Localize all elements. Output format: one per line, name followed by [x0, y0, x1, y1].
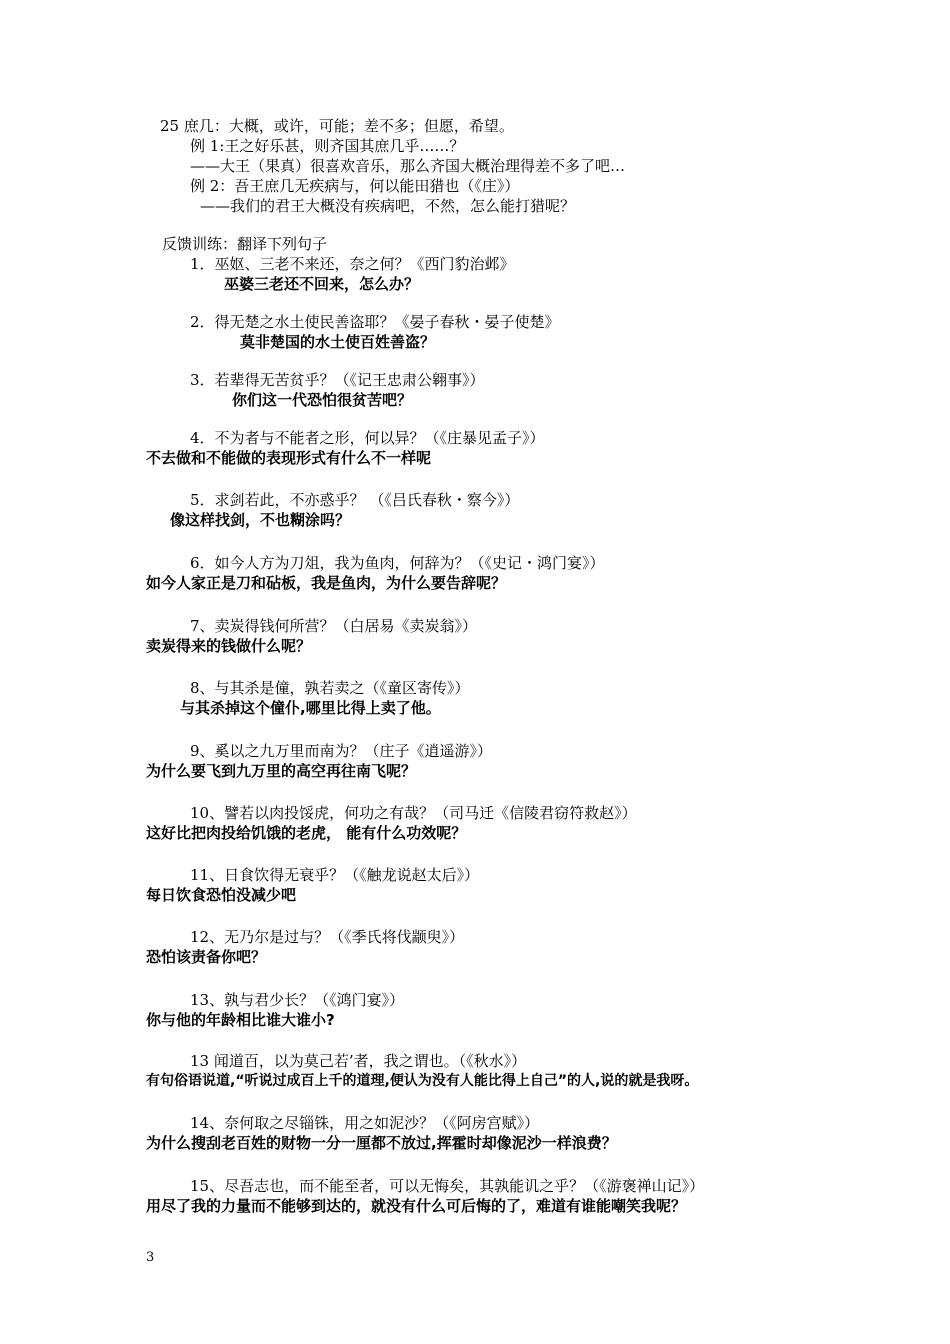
- question-1: 1．巫妪、三老不来还，奈之何？《西门豹治邺》: [190, 255, 515, 273]
- answer-8: 与其杀掉这个僮仆,哪里比得上卖了他。: [180, 699, 441, 717]
- entry-example-1: 例 1:王之好乐甚，则齐国其庶几乎……？: [190, 137, 465, 155]
- exercise-heading: 反馈训练：翻译下列句子: [162, 235, 328, 253]
- entry-example-2-translation: ——我们的君王大概没有疾病吧，不然，怎么能打猎呢？: [200, 197, 576, 215]
- question-9: 9、奚以之九万里而南为？（庄子《逍遥游》）: [190, 742, 493, 760]
- page-number: 3: [146, 1250, 155, 1265]
- question-13b: 13 闻道百，以为莫己若’者，我之谓也。（《秋水》）: [190, 1052, 527, 1070]
- answer-12: 恐怕该责备你吧？: [146, 948, 267, 966]
- question-14: 14、奈何取之尽锱铢，用之如泥沙？（《阿房宫赋》）: [190, 1114, 540, 1132]
- question-10: 10、譬若以肉投馁虎，何功之有哉？（司马迁《信陵君窃符救赵》）: [190, 804, 637, 822]
- answer-15: 用尽了我的力量而不能够到达的，就没有什么可后悔的了，难道有谁能嘲笑我呢？: [146, 1197, 687, 1215]
- answer-10: 这好比把肉投给饥饿的老虎， 能有什么功效呢？: [146, 824, 467, 842]
- answer-9: 为什么要飞到九万里的高空再往南飞呢？: [146, 762, 417, 780]
- question-5: 5．求剑若此，不亦惑乎？ （《吕氏春秋・察今》）: [190, 491, 520, 509]
- answer-14: 为什么搜刮老百姓的财物一分一厘都不放过,挥霍时却像泥沙一样浪费？: [146, 1134, 617, 1152]
- question-4: 4．不为者与不能者之形，何以异？（《庄暴见孟子》）: [190, 429, 545, 447]
- answer-5: 像这样找剑，不也糊涂吗？: [170, 511, 351, 529]
- answer-7: 卖炭得来的钱做什么呢？: [146, 637, 312, 655]
- answer-1: 巫婆三老还不回来，怎么办？: [224, 275, 420, 293]
- answer-2: 莫非楚国的水土使百姓善盗？: [240, 333, 436, 351]
- question-3: 3．若辈得无苦贫乎？（《记王忠肃公翱事》）: [190, 371, 485, 389]
- question-7: 7、卖炭得钱何所营？（白居易《卖炭翁》）: [190, 617, 478, 635]
- answer-4: 不去做和不能做的表现形式有什么不一样呢: [146, 449, 432, 467]
- entry-example-2: 例 2：吾王庶几无疾病与，何以能田猎也（《庄》）: [190, 177, 520, 195]
- question-2: 2．得无楚之水土使民善盗耶？《晏子春秋・晏子使楚》: [190, 313, 560, 331]
- answer-3: 你们这一代恐怕很贫苦吧？: [232, 391, 413, 409]
- answer-13: 你与他的年龄相比谁大谁小?: [146, 1011, 335, 1029]
- question-15: 15、尽吾志也，而不能至者，可以无悔矣，其孰能讥之乎？（《游褒禅山记》）: [190, 1177, 705, 1195]
- question-12: 12、无乃尔是过与？（《季氏将伐颛臾》）: [190, 928, 465, 946]
- question-13: 13、孰与君少长？（《鸿门宴》）: [190, 991, 405, 1009]
- question-8: 8、与其杀是僮，孰若卖之（《童区寄传》）: [190, 679, 470, 697]
- answer-13b: 有句俗语说道,“听说过成百上千的道理,便认为没有人能比得上自己”的人,说的就是我呀。: [146, 1073, 699, 1089]
- question-11: 11、日食饮得无衰乎？（《触龙说赵太后》）: [190, 866, 480, 884]
- entry-line-1: 25 庶几：大概，或许，可能；差不多；但愿，希望。: [160, 117, 514, 135]
- entry-example-1-translation: ——大王（果真）很喜欢音乐，那么齐国大概治理得差不多了吧…: [190, 157, 626, 175]
- answer-6: 如今人家正是刀和砧板，我是鱼肉，为什么要告辞呢？: [146, 574, 507, 592]
- question-6: 6．如今人方为刀俎，我为鱼肉，何辞为？（《史记・鸿门宴》）: [190, 554, 605, 572]
- answer-11: 每日饮食恐怕没减少吧: [146, 886, 297, 904]
